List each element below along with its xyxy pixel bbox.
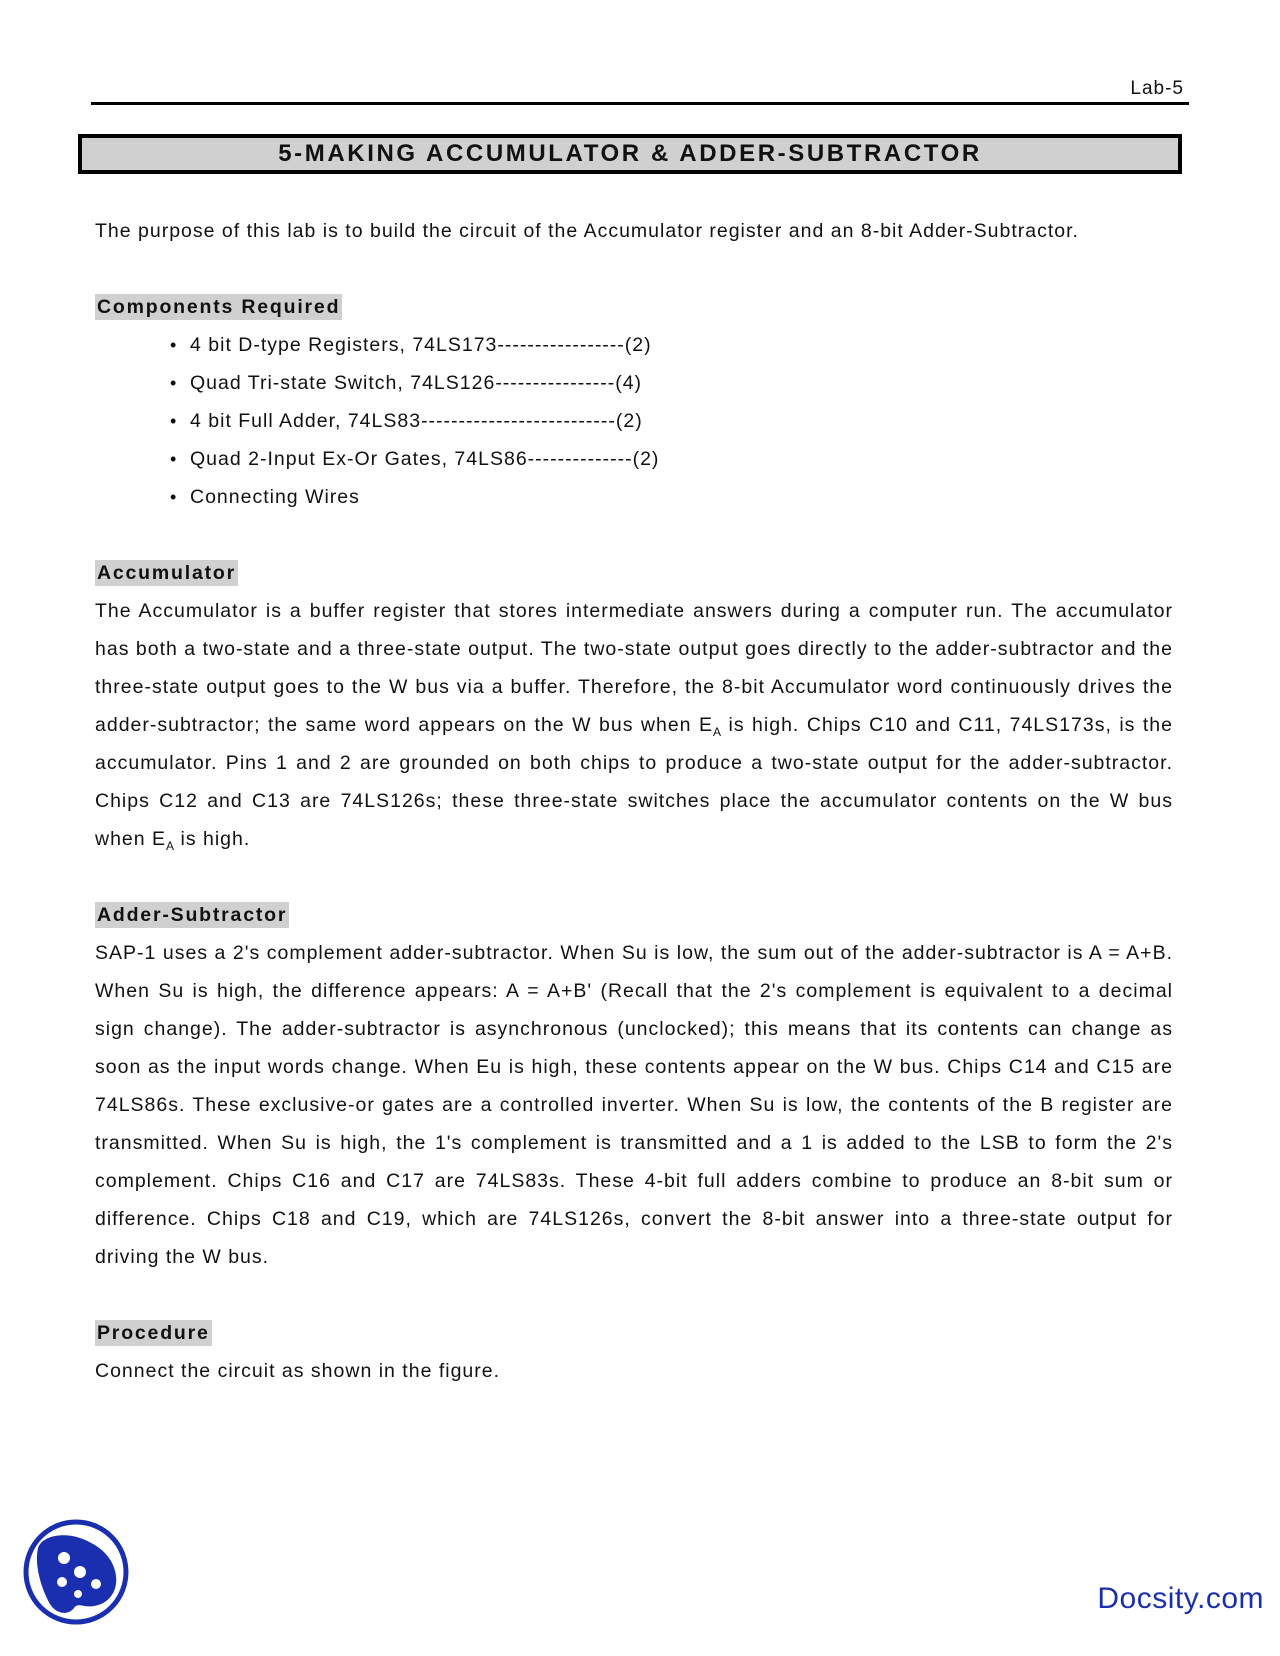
bullet-icon: • xyxy=(170,335,178,355)
adder-heading-row xyxy=(95,896,1173,934)
components-heading: Components Required xyxy=(97,296,341,318)
subscript-a: A xyxy=(713,724,722,739)
components-heading-row xyxy=(95,288,1173,326)
procedure-paragraph: Connect the circuit as shown in the figure. xyxy=(95,1360,501,1382)
accumulator-heading: Accumulator xyxy=(97,562,236,584)
list-item xyxy=(170,402,1173,440)
accumulator-text-3: is high. xyxy=(174,828,251,850)
adder-subtractor-paragraph: SAP-1 uses a 2's complement adder-subtractor. When Su is low, the sum out of the adder-subtractor is A = A+B. When Su is high, the difference appears: A = A+B' (Recall that the 2's complement is equivalent to a decimal sign change). The adder-subtractor is asynchronous (unclocked); this means that its contents can change as soon as the input words change. When Eu is high, these contents appear on the W bus. Chips C14 and C15 are 74LS86s. These exclusive-or gates are a controlled inverter. When Su is low, the contents of the B register are transmitted. When Su is high, the 1's complement is transmitted and a 1 is added to the LSB to form the 2's complement. Chips C16 and C17 are 74LS83s. These 4-bit full adders combine to produce an 8-bit sum or difference. Chips C18 and C19, which are 74LS126s, convert the 8-bit answer into a three-state output for driving the W bus. xyxy=(95,942,1173,1268)
adder-subtractor-heading: Adder-Subtractor xyxy=(97,904,288,926)
header-rule xyxy=(91,102,1189,105)
component-text: 4 bit Full Adder, 74LS83--------------------------(2) xyxy=(190,410,643,432)
bullet-icon: • xyxy=(170,487,178,507)
page-title: 5-MAKING ACCUMULATOR & ADDER-SUBTRACTOR xyxy=(278,140,982,167)
content xyxy=(95,212,1173,1390)
component-text: 4 bit D-type Registers, 74LS173-----------------(2) xyxy=(190,334,652,356)
procedure-heading-row xyxy=(95,1314,1173,1352)
lab-label: Lab-5 xyxy=(1130,78,1184,99)
components-list xyxy=(95,326,1173,516)
list-item xyxy=(170,326,1173,364)
accumulator-text-2: is high. Chips C10 and C11, 74LS173s, is the accumulator. Pins 1 and 2 are grounded on both chips to produce a two-state output for the adder-subtractor. Chips C12 and C13 are 74LS126s; these three-state switches place the accumulator contents on the W bus when E xyxy=(95,714,1173,850)
list-item xyxy=(170,478,1173,516)
accumulator-paragraph xyxy=(95,592,1173,858)
intro-paragraph: The purpose of this lab is to build the circuit of the Accumulator register and an 8-bit Adder-Subtractor. xyxy=(95,220,1079,242)
list-item xyxy=(170,364,1173,402)
bullet-icon: • xyxy=(170,411,178,431)
docsity-brand-link[interactable]: Docsity.com xyxy=(1097,1582,1264,1615)
title-box xyxy=(78,134,1182,174)
bullet-icon: • xyxy=(170,373,178,393)
list-item xyxy=(170,440,1173,478)
accumulator-heading-row xyxy=(95,554,1173,592)
docsity-logo-icon xyxy=(22,1518,130,1626)
component-text: Quad Tri-state Switch, 74LS126----------------(4) xyxy=(190,372,643,394)
component-text: Quad 2-Input Ex-Or Gates, 74LS86--------------(2) xyxy=(190,448,660,470)
accumulator-text-1: The Accumulator is a buffer register that stores intermediate answers during a computer run. The accumulator has both a two-state and a three-state output. The two-state output goes directly to the adder-subtractor and the three-state output goes to the W bus via a buffer. Therefore, the 8-bit Accumulator word continuously drives the adder-subtractor; the same word appears on the W bus when E xyxy=(95,600,1173,736)
procedure-heading: Procedure xyxy=(97,1322,210,1344)
subscript-a: A xyxy=(166,838,175,853)
component-text: Connecting Wires xyxy=(190,486,360,508)
bullet-icon: • xyxy=(170,449,178,469)
